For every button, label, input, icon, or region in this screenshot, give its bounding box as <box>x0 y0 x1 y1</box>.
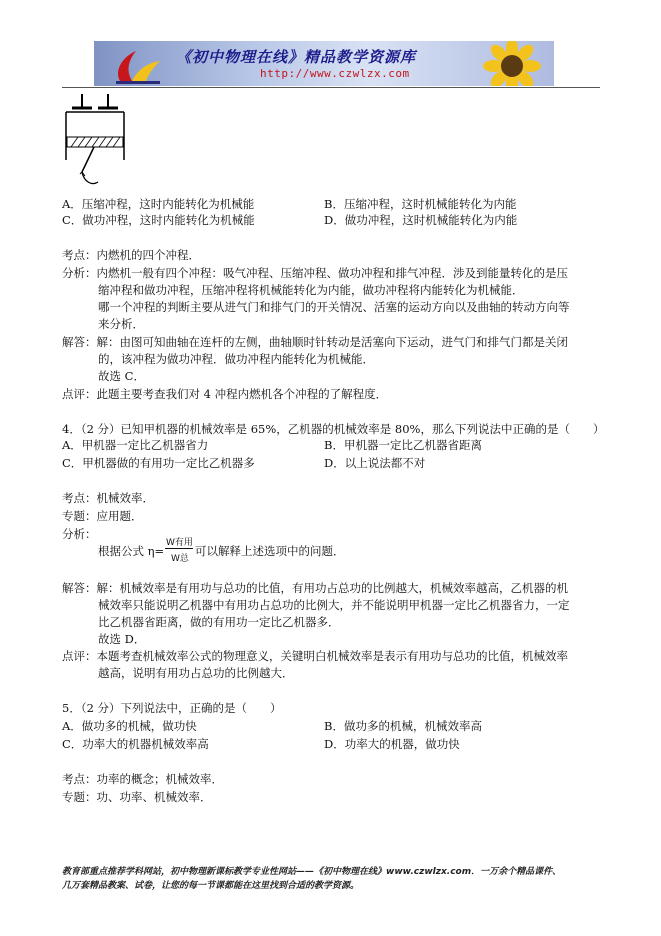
q5-option-d: D．功率大的机器，做功快 <box>324 737 460 751</box>
q3-jieda-2: 的，该冲程为做功冲程．做功冲程内能转化为机械能． <box>98 352 374 366</box>
q5-kaodian: 考点：功率的概念；机械效率． <box>62 772 223 786</box>
q3-fenxi-1: 分析：内燃机一般有四个冲程：吸气冲程、压缩冲程、做功冲程和排气冲程．涉及到能量转化的是压 <box>62 266 568 280</box>
q5-stem: 5．（2 分）下列说法中，正确的是（ ） <box>62 701 282 715</box>
q4-formula-pre: 根据公式 η= <box>98 544 165 558</box>
q4-jieda-4: 故选 D． <box>98 632 146 646</box>
banner-url[interactable]: http://www.czwlzx.com <box>260 67 410 80</box>
formula-numerator: W有用 <box>166 538 193 548</box>
q4-option-b: B．甲机器一定比乙机器省距离 <box>324 438 482 452</box>
q4-formula-post: 可以解释上述选项中的问题． <box>195 544 345 558</box>
site-logo <box>108 41 168 86</box>
q3-option-d: D．做功冲程，这时机械能转化为内能 <box>324 213 518 227</box>
engine-diagram <box>62 90 132 190</box>
q5-option-a: A．做功多的机械，做功快 <box>62 719 197 733</box>
q4-fenxi-label: 分析： <box>62 527 97 541</box>
q4-option-a: A．甲机器一定比乙机器省力 <box>62 438 209 452</box>
q5-option-b: B．做功多的机械，机械效率高 <box>324 719 482 733</box>
banner-title: 《初中物理在线》精品教学资源库 <box>176 48 417 66</box>
q3-fenxi-4: 来分析． <box>98 317 144 331</box>
q3-fenxi-3: 哪一个冲程的判断主要从进气门和排气门的开关情况、活塞的运动方向以及曲轴的转动方向等 <box>98 300 570 314</box>
footer-line-1: 教育部重点推荐学科网站，初中物理新课标教学专业性网站——《初中物理在线》www.czwlzx.com．一万余个精品课件、 <box>62 867 562 877</box>
q3-jieda-1: 解答：解：由图可知曲轴在连杆的左侧，曲轴顺时针转动是活塞向下运动，进气门和排气门都是关闭 <box>62 335 568 349</box>
q4-option-c: C．甲机器做的有用功一定比乙机器多 <box>62 456 255 470</box>
formula-fraction-bar <box>165 548 193 549</box>
q5-option-c: C．功率大的机器机械效率高 <box>62 737 209 751</box>
q4-dianping-1: 点评：本题考查机械效率公式的物理意义，关键明白机械效率是表示有用功与总功的比值，机械效率 <box>62 649 568 663</box>
footer-line-2: 几万套精品教案、试卷，让您的每一节课都能在这里找到合适的教学资源。 <box>62 881 360 891</box>
q4-zhuanti: 专题：应用题． <box>62 509 143 523</box>
q3-option-a: A．压缩冲程，这时内能转化为机械能 <box>62 197 255 211</box>
formula-denominator: W总 <box>171 554 189 564</box>
q5-zhuanti: 专题：功、功率、机械效率． <box>62 790 212 804</box>
header-banner <box>94 41 554 86</box>
q4-jieda-1: 解答：解：机械效率是有用功与总功的比值，有用功占总功的比例越大，机械效率越高，乙机器的机 <box>62 581 568 595</box>
q3-kaodian: 考点：内燃机的四个冲程． <box>62 248 200 262</box>
q3-option-c: C．做功冲程，这时内能转化为机械能 <box>62 213 255 227</box>
q4-jieda-3: 比乙机器省距离，做的有用功一定比乙机器多． <box>98 615 340 629</box>
header-rule <box>62 87 600 88</box>
q4-dianping-2: 越高，说明有用功占总功的比例越大． <box>98 666 294 680</box>
q4-jieda-2: 械效率只能说明乙机器中有用功占总功的比例大，并不能说明甲机器一定比乙机器省力，一定 <box>98 598 570 612</box>
q4-option-d: D．以上说法都不对 <box>324 456 426 470</box>
q3-option-b: B．压缩冲程，这时机械能转化为内能 <box>324 197 517 211</box>
q3-jieda-3: 故选 C． <box>98 369 145 383</box>
sunflower-decoration <box>472 41 552 86</box>
q4-stem: 4．（2 分）已知甲机器的机械效率是 65%，乙机器的机械效率是 80%，那么下列说法中正确的是（ ） <box>62 422 605 436</box>
q4-kaodian: 考点：机械效率． <box>62 491 154 505</box>
q3-fenxi-2: 缩冲程和做功冲程，压缩冲程将机械能转化为内能，做功冲程将内能转化为机械能． <box>98 283 524 297</box>
q3-dianping: 点评：此题主要考查我们对 4 冲程内燃机各个冲程的了解程度． <box>62 387 388 401</box>
